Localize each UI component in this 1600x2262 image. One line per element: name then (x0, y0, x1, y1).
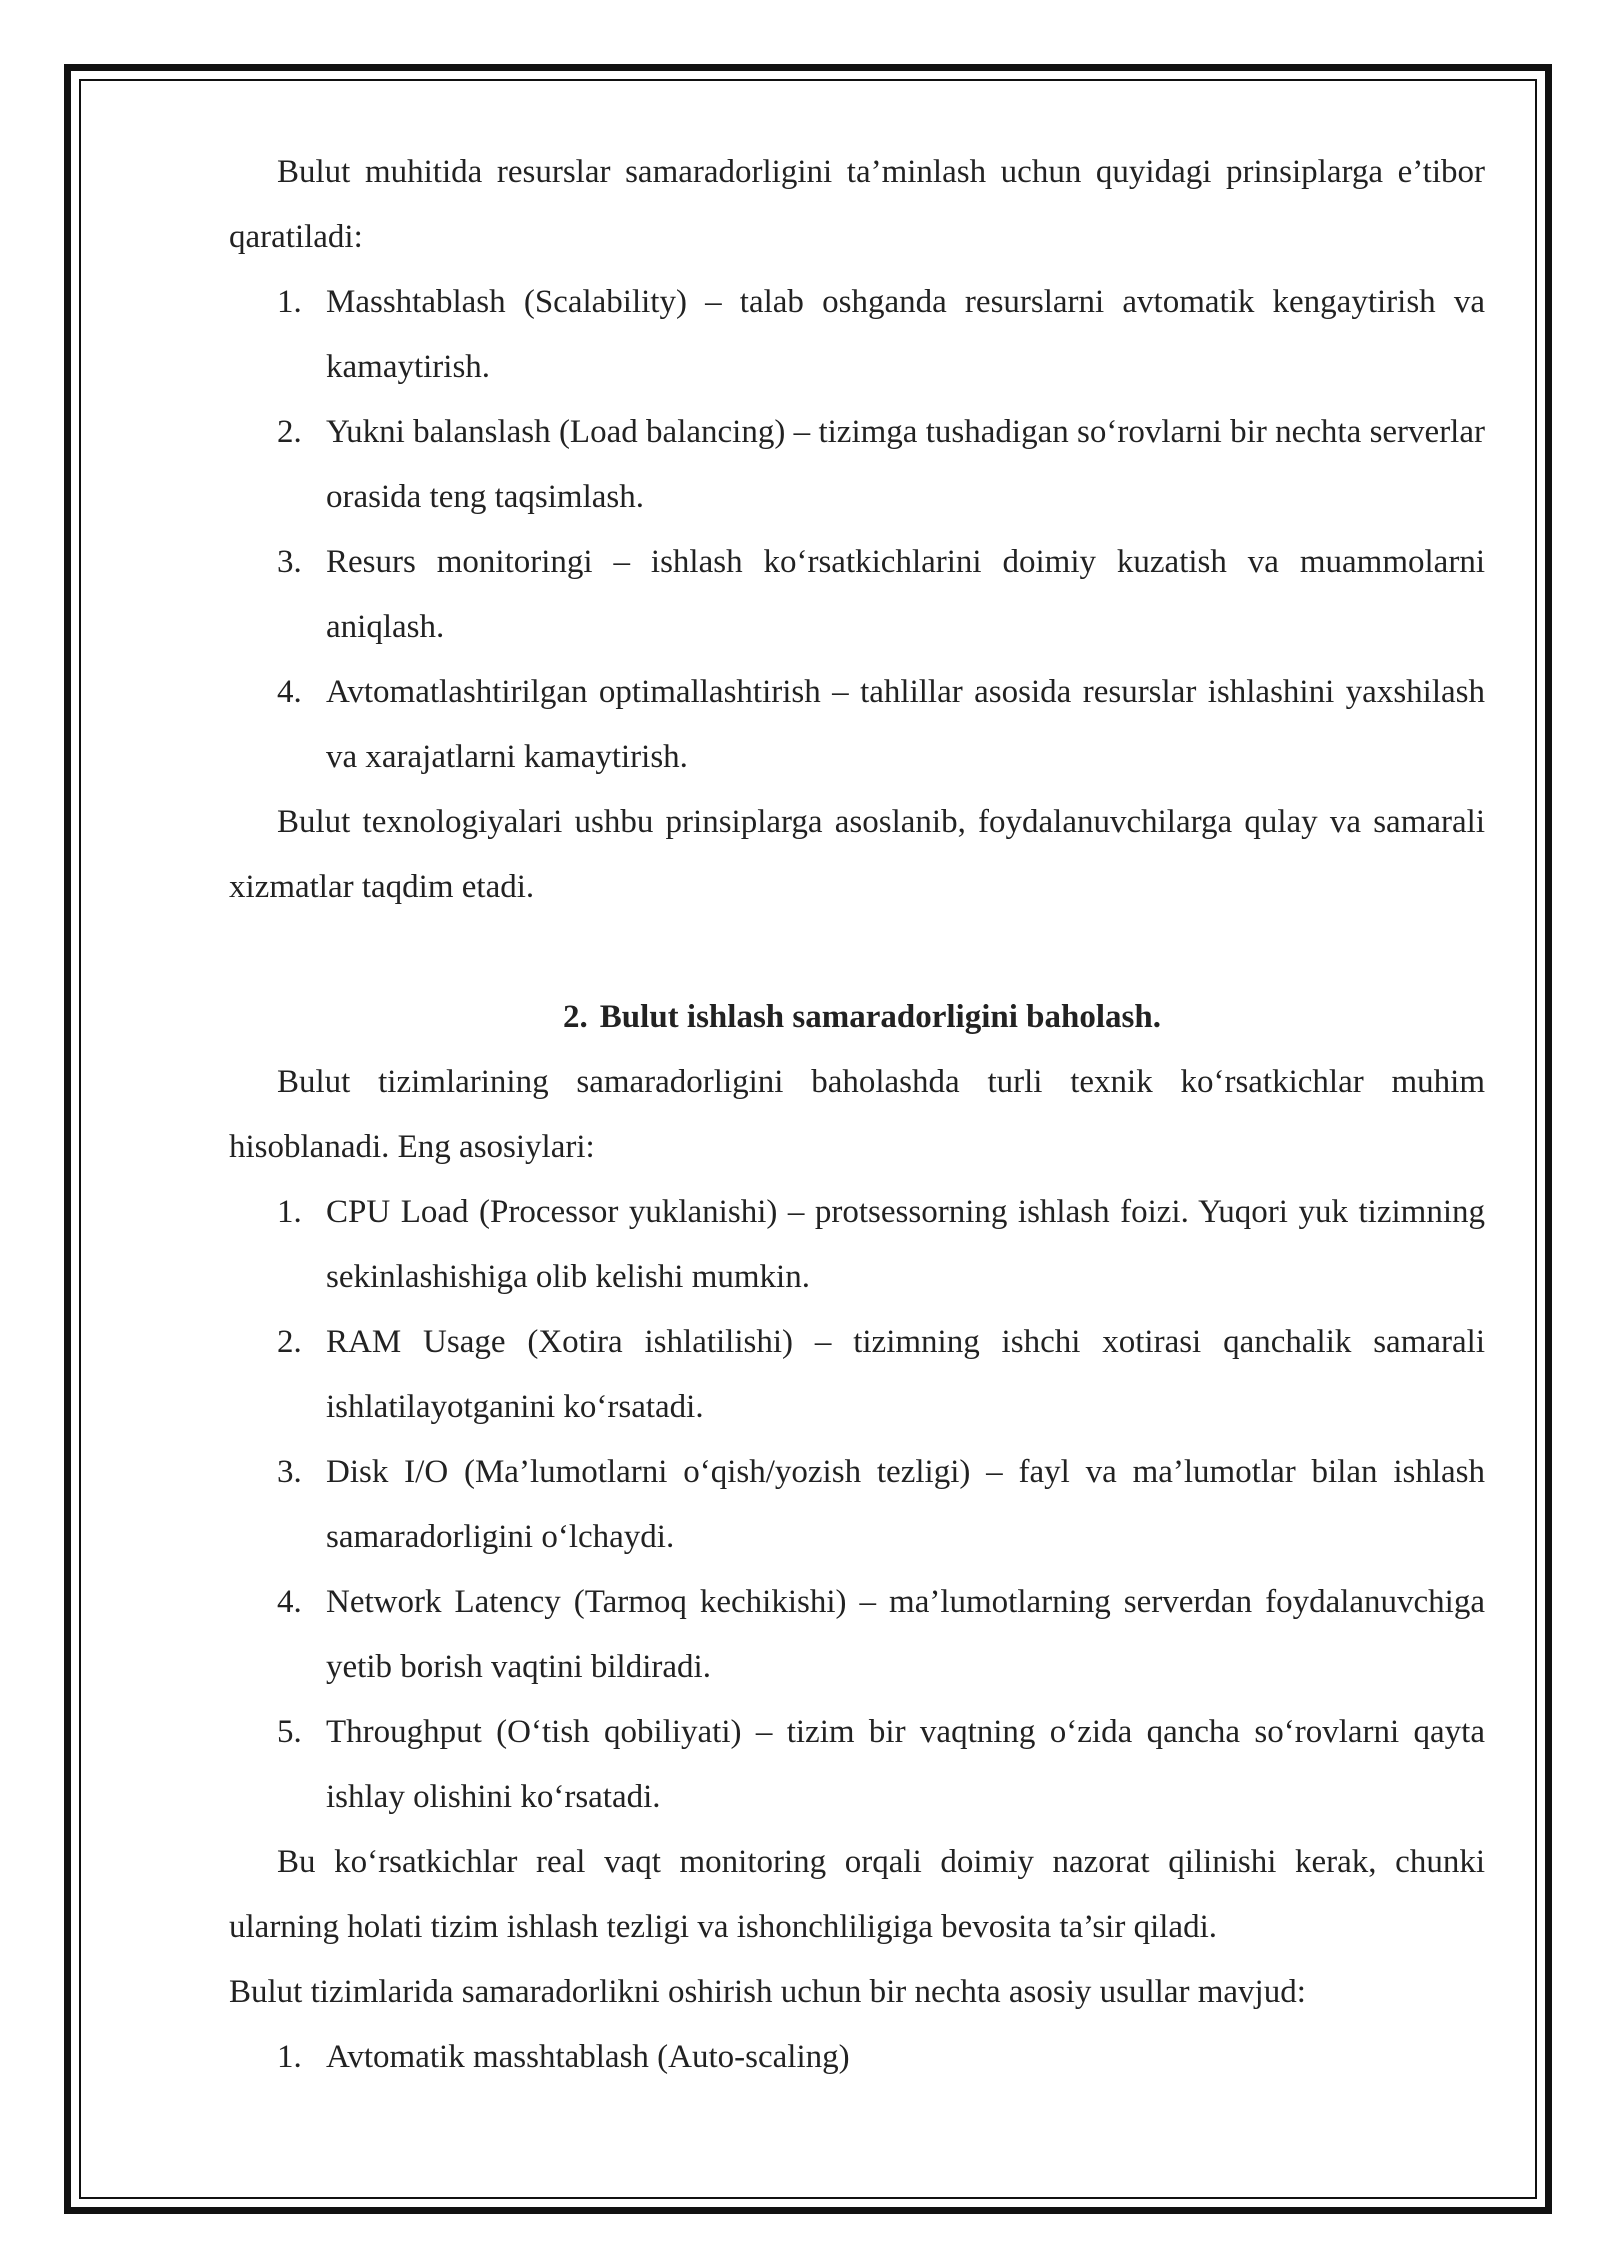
list-item-text: Avtomatik masshtablash (Auto-scaling) (326, 2039, 850, 2075)
list-item-text: RAM Usage (Xotira ishlatilishi) – tizimning ishchi xotirasi qanchalik samarali ishlatilayotganini ko‘rsatadi. (326, 1324, 1485, 1425)
list-number: 5. (277, 1714, 302, 1750)
list-number: 2. (277, 1324, 302, 1360)
list-item (229, 1310, 1485, 1440)
methods-list (229, 2025, 1485, 2090)
list-number: 4. (277, 1584, 302, 1620)
list-item-text: Yukni balanslash (Load balancing) – tizimga tushadigan so‘rovlarni bir nechta serverlar orasida teng taqsimlash. (326, 414, 1485, 515)
heading-number: 2. (563, 999, 588, 1035)
list-number: 3. (277, 544, 302, 580)
section2-intro: Bulut tizimlarining samaradorligini baholashda turli texnik ko‘rsatkichlar muhim hisoblanadi. Eng asosiylari: (229, 1064, 1485, 1165)
list-item (229, 270, 1485, 400)
section1-intro: Bulut muhitida resurslar samaradorligini ta’minlash uchun quyidagi prinsiplarga e’tibor qaratiladi: (229, 154, 1485, 255)
list-item (229, 1440, 1485, 1570)
list-number: 1. (277, 2039, 302, 2075)
principles-list (229, 270, 1485, 790)
list-item (229, 2025, 1485, 2090)
list-item (229, 660, 1485, 790)
list-item (229, 400, 1485, 530)
section2-heading (229, 985, 1485, 1050)
list-number: 2. (277, 414, 302, 450)
metrics-list (229, 1180, 1485, 1830)
document-body (229, 140, 1485, 2090)
methods-intro: Bulut tizimlarida samaradorlikni oshirish uchun bir nechta asosiy usullar mavjud: (229, 1974, 1306, 2010)
list-item-text: Masshtablash (Scalability) – talab oshganda resurslarni avtomatik kengaytirish va kamaytirish. (326, 284, 1485, 385)
list-item (229, 1700, 1485, 1830)
list-number: 1. (277, 284, 302, 320)
list-number: 1. (277, 1194, 302, 1230)
list-number: 3. (277, 1454, 302, 1490)
list-number: 4. (277, 674, 302, 710)
list-item (229, 1570, 1485, 1700)
list-item-text: Throughput (O‘tish qobiliyati) – tizim bir vaqtning o‘zida qancha so‘rovlarni qayta ishlay olishini ko‘rsatadi. (326, 1714, 1485, 1815)
section1-conclusion: Bulut texnologiyalari ushbu prinsiplarga asoslanib, foydalanuvchilarga qulay va samarali xizmatlar taqdim etadi. (229, 804, 1485, 905)
list-item-text: Resurs monitoringi – ishlash ko‘rsatkichlarini doimiy kuzatish va muammolarni aniqlash. (326, 544, 1485, 645)
list-item (229, 1180, 1485, 1310)
list-item-text: Avtomatlashtirilgan optimallashtirish – tahlillar asosida resurslar ishlashini yaxshilash va xarajatlarni kamaytirish. (326, 674, 1485, 775)
monitoring-paragraph: Bu ko‘rsatkichlar real vaqt monitoring orqali doimiy nazorat qilinishi kerak, chunki ularning holati tizim ishlash tezligi va ishonchliligiga bevosita ta’sir qiladi. (229, 1844, 1485, 1945)
heading-text: Bulut ishlash samaradorligini baholash. (599, 999, 1161, 1035)
list-item-text: Disk I/O (Ma’lumotlarni o‘qish/yozish tezligi) – fayl va ma’lumotlar bilan ishlash samaradorligini o‘lchaydi. (326, 1454, 1485, 1555)
list-item-text: CPU Load (Processor yuklanishi) – protsessorning ishlash foizi. Yuqori yuk tizimning sekinlashishiga olib kelishi mumkin. (326, 1194, 1485, 1295)
list-item-text: Network Latency (Tarmoq kechikishi) – ma’lumotlarning serverdan foydalanuvchiga yetib borish vaqtini bildiradi. (326, 1584, 1485, 1685)
list-item (229, 530, 1485, 660)
